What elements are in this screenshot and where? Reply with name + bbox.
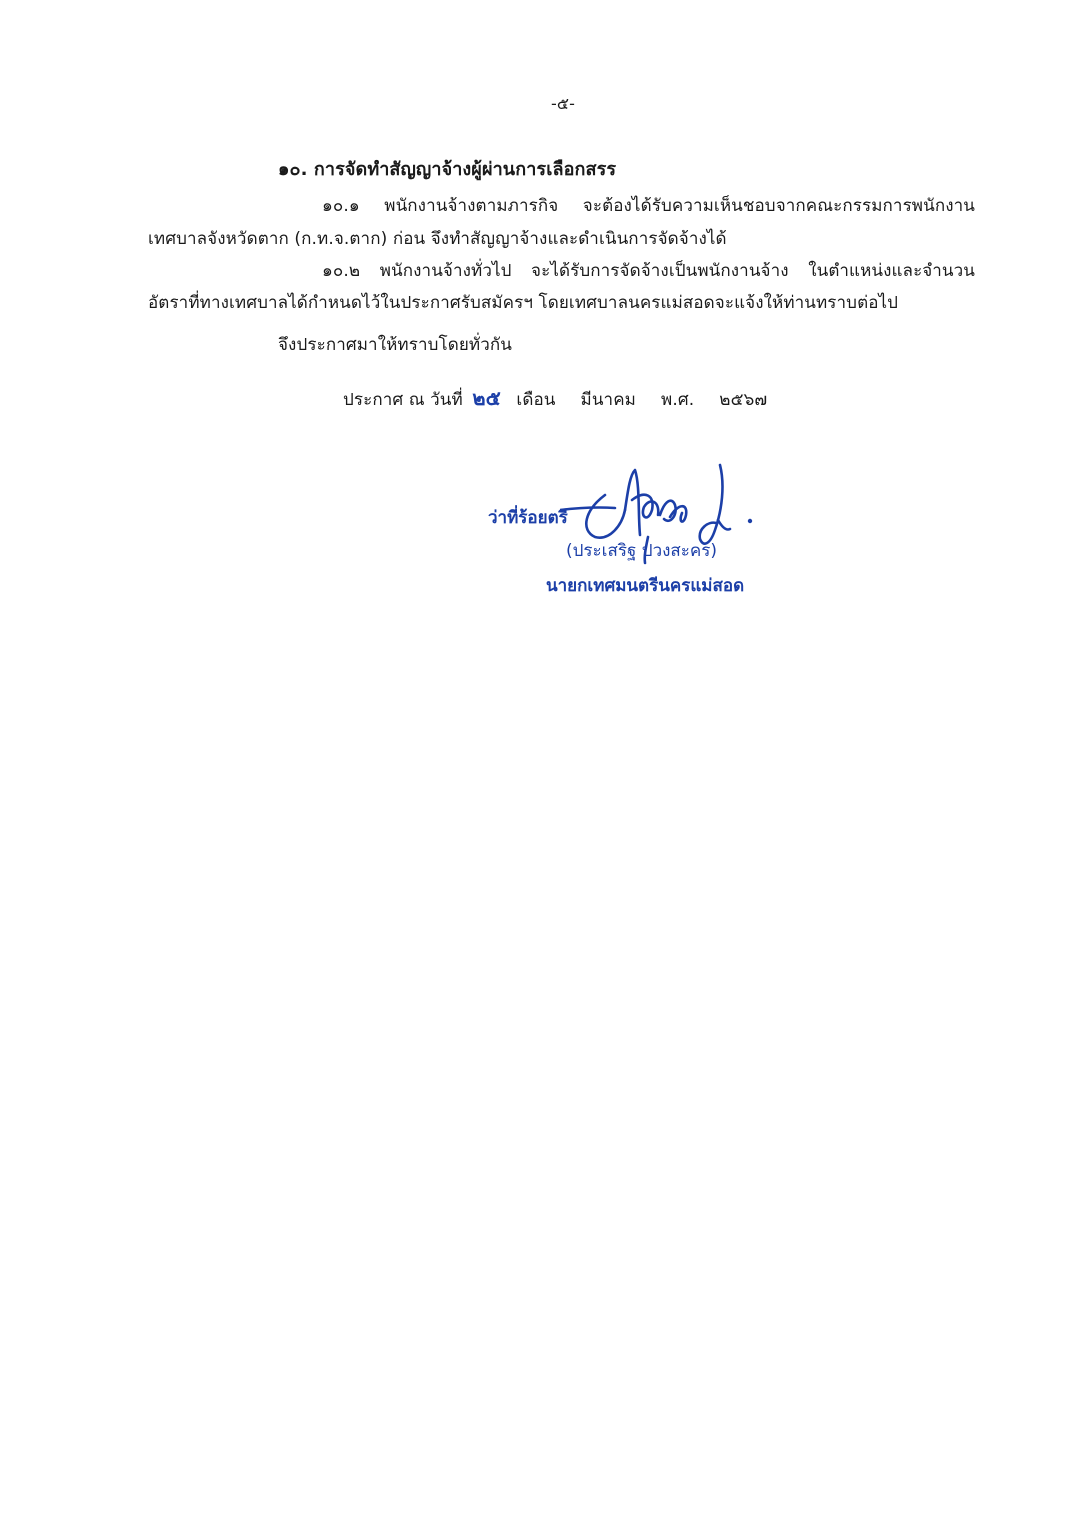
paragraph-2-line-2: อัตราที่ทางเทศบาลได้กำหนดไว้ในประกาศรับสมัครฯ โดยเทศบาลนครแม่สอดจะแจ้งให้ท่านทราบต่อไป (148, 293, 899, 313)
closing-statement: จึงประกาศมาให้ทราบโดยทั่วกัน (278, 335, 512, 355)
paragraph-2-line-1: ๑๐.๒ พนักงานจ้างทั่วไป จะได้รับการจัดจ้างเป็นพนักงานจ้าง ในตำแหน่งและจำนวน (322, 261, 975, 281)
date-prefix: ประกาศ ณ วันที่ (343, 390, 463, 410)
date-era: พ.ศ. (661, 390, 695, 410)
signatory-name: (ประเสริฐ ปวงสะคร) (566, 541, 718, 561)
paragraph-1-line-1: ๑๐.๑ พนักงานจ้างตามภารกิจ จะต้องได้รับความเห็นชอบจากคณะกรรมการพนักงาน (322, 196, 975, 216)
page-number: -๕- (551, 94, 575, 113)
date-month-label: เดือน (516, 390, 556, 410)
signatory-position: นายกเทศมนตรีนครแม่สอด (546, 576, 745, 596)
signatory-rank: ว่าที่ร้อยตรี (488, 508, 568, 528)
date-month: มีนาคม (580, 390, 636, 410)
paragraph-1-line-2: เทศบาลจังหวัดตาก (ก.ท.จ.ตาก) ก่อน จึงทำสัญญาจ้างและดำเนินการจัดจ้างได้ (148, 229, 727, 249)
section-heading: ๑๐. การจัดทำสัญญาจ้างผู้ผ่านการเลือกสรร (278, 159, 617, 180)
date-day: ๒๕ (472, 386, 501, 410)
announcement-date (343, 386, 767, 412)
date-year: ๒๕๖๗ (719, 390, 768, 410)
